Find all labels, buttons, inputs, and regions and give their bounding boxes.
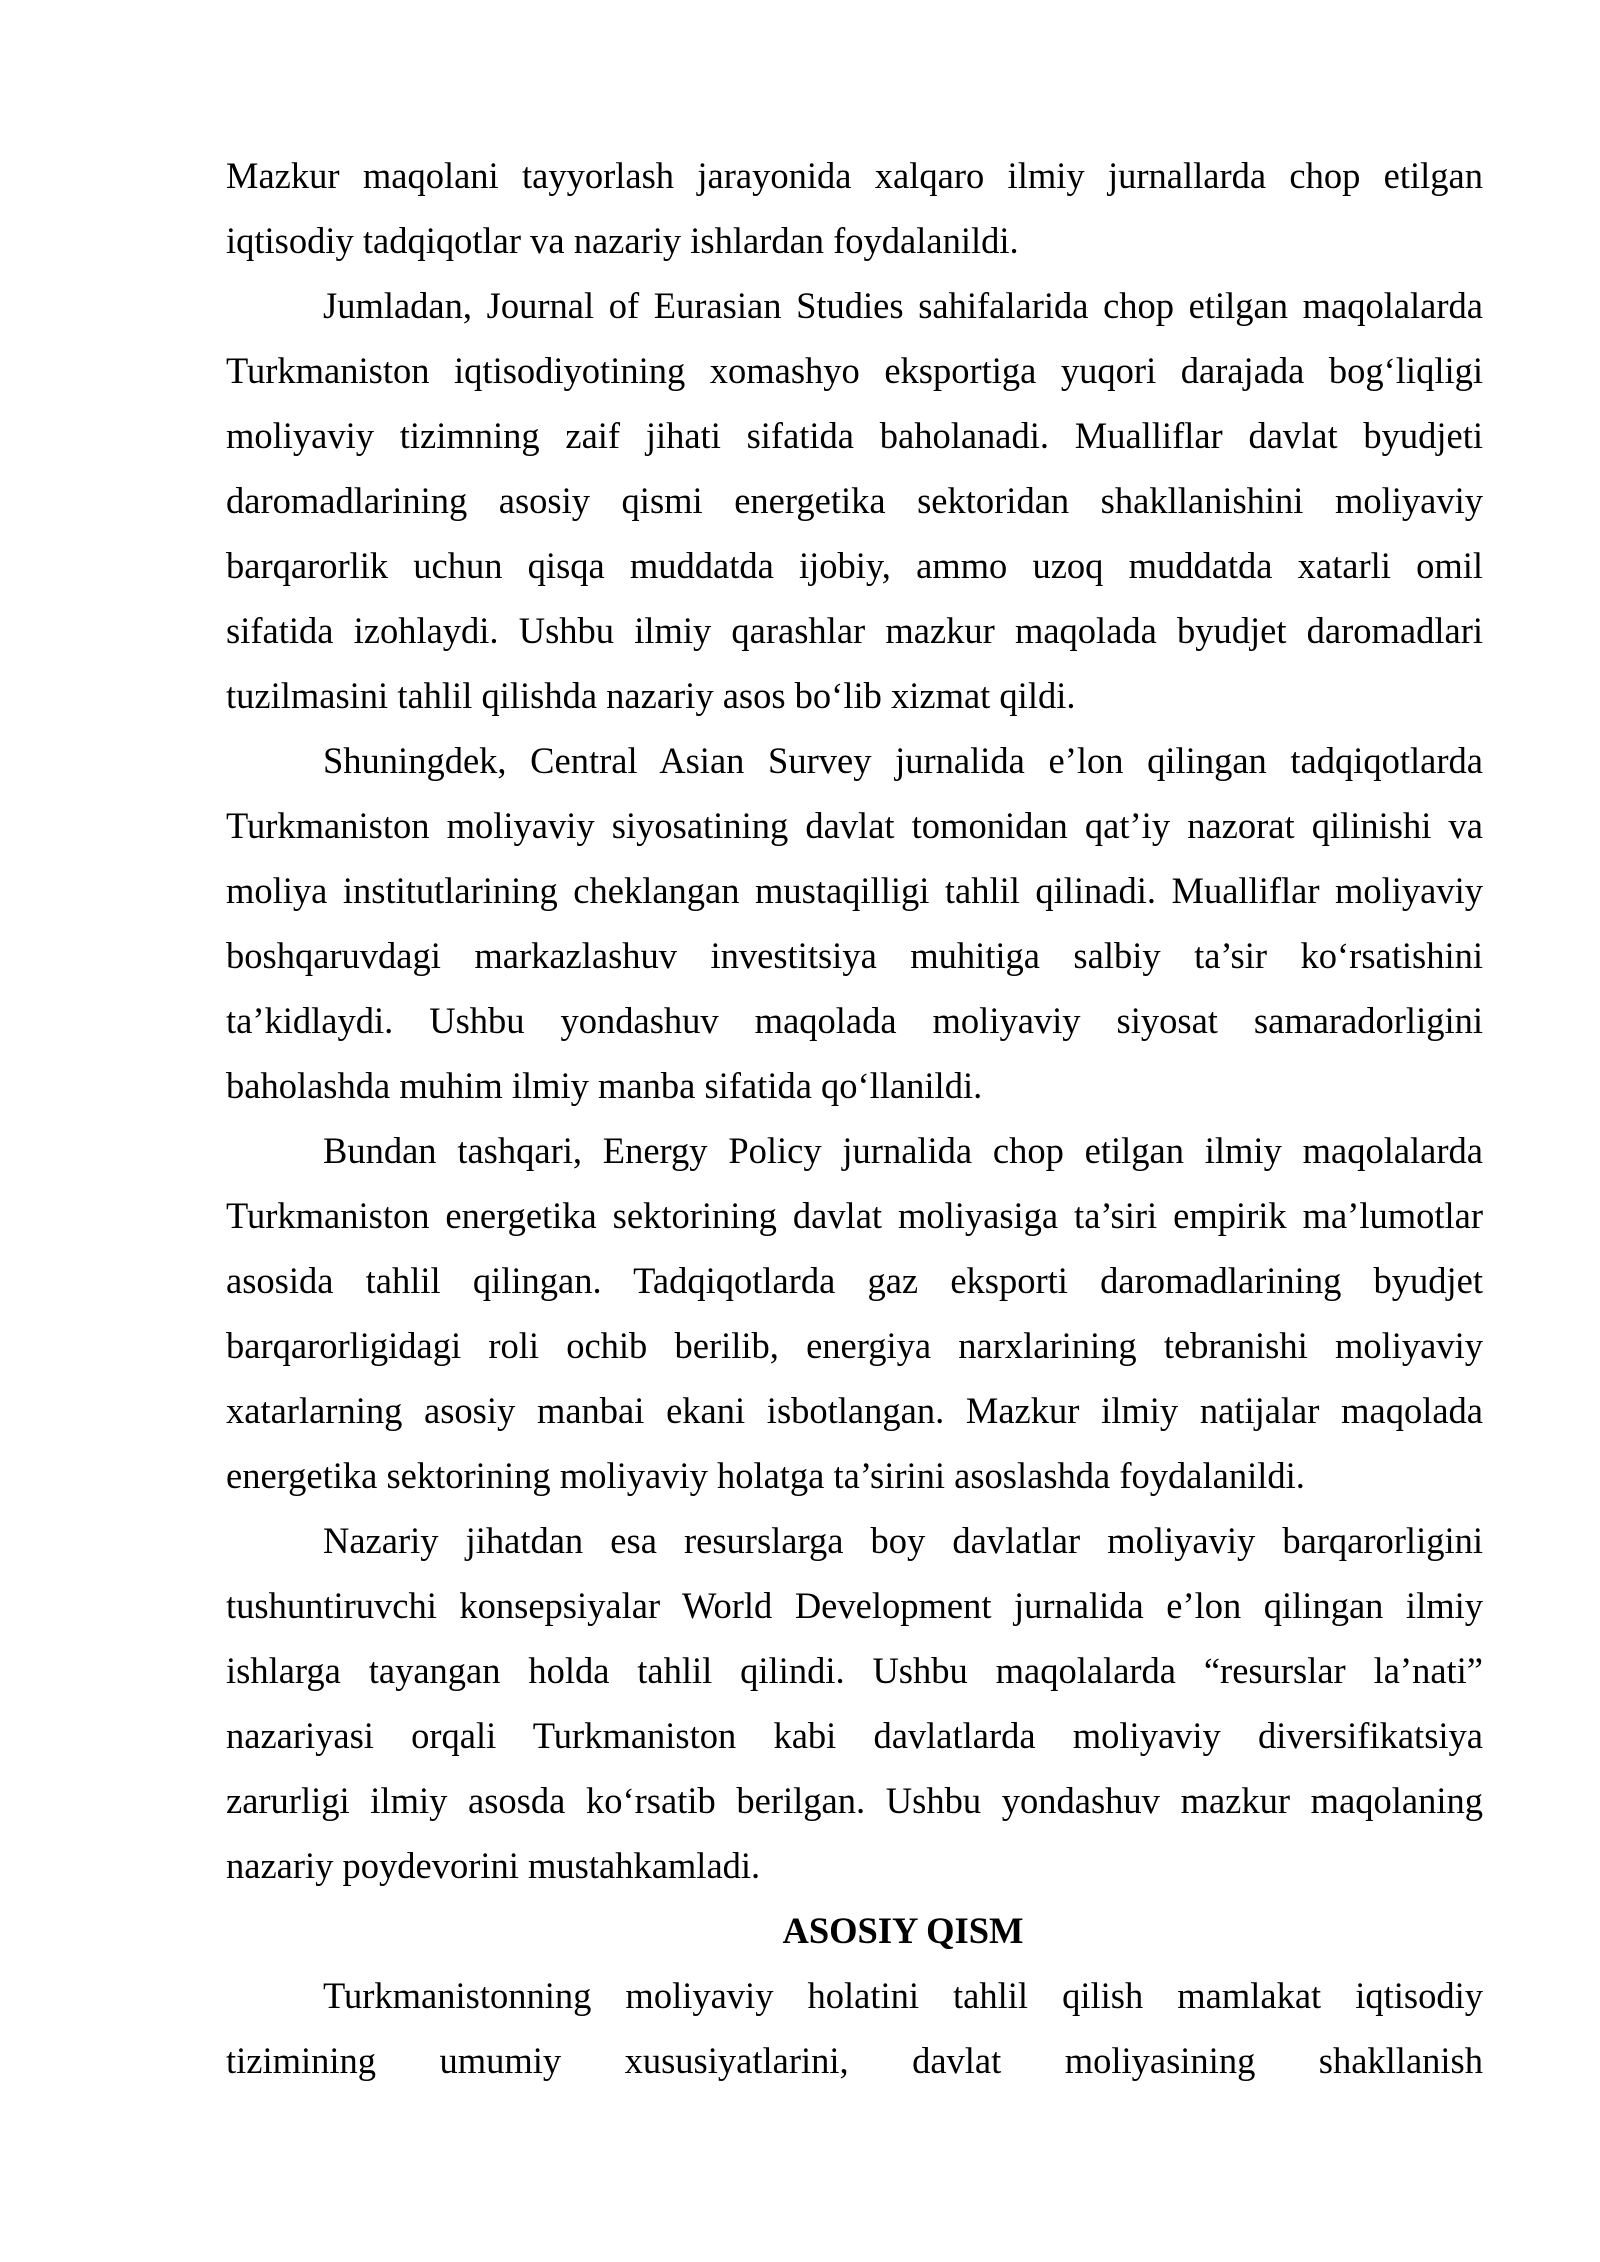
- paragraph: [226, 1963, 1483, 2093]
- text-line: daromadlarining asosiy qismi energetika sektoridan shakllanishini moliyaviy: [226, 480, 1483, 521]
- text-line: boshqaruvdagi markazlashuv investitsiya muhitiga salbiy ta’sir ko‘rsatishini: [226, 935, 1483, 976]
- text-line: Mazkur maqolani tayyorlash jarayonida xalqaro ilmiy jurnallarda chop etilgan: [226, 155, 1483, 196]
- text-line: tuzilmasini tahlil qilishda nazariy asos bo‘lib xizmat qildi.: [226, 675, 1076, 716]
- text-line: iqtisodiy tadqiqotlar va nazariy ishlardan foydalanildi.: [226, 220, 1019, 261]
- paragraph: [226, 143, 1483, 273]
- text-line: Turkmaniston iqtisodiyotining xomashyo eksportiga yuqori darajada bog‘liqligi: [226, 350, 1483, 391]
- paragraph: [226, 1508, 1483, 1898]
- text-line: xatarlarning asosiy manbai ekani isbotlangan. Mazkur ilmiy natijalar maqolada: [226, 1390, 1483, 1431]
- text-line: Shuningdek, Central Asian Survey jurnalida e’lon qilingan tadqiqotlarda: [323, 740, 1483, 781]
- text-line: Turkmaniston moliyaviy siyosatining davlat tomonidan qat’iy nazorat qilinishi va: [226, 805, 1483, 846]
- text-line: Bundan tashqari, Energy Policy jurnalida chop etilgan ilmiy maqolalarda: [323, 1130, 1483, 1171]
- text-line: sifatida izohlaydi. Ushbu ilmiy qarashlar mazkur maqolada byudjet daromadlari: [226, 610, 1483, 651]
- text-line: tizimining umumiy xususiyatlarini, davlat moliyasining shakllanish: [226, 2040, 1483, 2081]
- text-line: Turkmanistonning moliyaviy holatini tahlil qilish mamlakat iqtisodiy: [323, 1975, 1483, 2016]
- text-line: moliyaviy tizimning zaif jihati sifatida baholanadi. Mualliflar davlat byudjeti: [226, 415, 1483, 456]
- text-line: Nazariy jihatdan esa resurslarga boy davlatlar moliyaviy barqarorligini: [323, 1520, 1483, 1561]
- text-line: barqarorligidagi roli ochib berilib, energiya narxlarining tebranishi moliyaviy: [226, 1325, 1483, 1366]
- text-line: moliya institutlarining cheklangan mustaqilligi tahlil qilinadi. Mualliflar moliyaviy: [226, 870, 1483, 911]
- document-text-block: [226, 0, 1483, 2093]
- text-line: ishlarga tayangan holda tahlil qilindi. Ushbu maqolalarda “resurslar la’nati”: [226, 1650, 1483, 1691]
- text-line: energetika sektorining moliyaviy holatga ta’sirini asoslashda foydalanildi.: [226, 1455, 1305, 1496]
- text-line: barqarorlik uchun qisqa muddatda ijobiy, ammo uzoq muddatda xatarli omil: [226, 545, 1483, 586]
- section-heading: ASOSIY QISM: [782, 1910, 1024, 1951]
- text-line: nazariy poydevorini mustahkamladi.: [226, 1845, 761, 1886]
- text-line: nazariyasi orqali Turkmaniston kabi davlatlarda moliyaviy diversifikatsiya: [226, 1715, 1483, 1756]
- paragraph: [226, 273, 1483, 728]
- text-line: zarurligi ilmiy asosda ko‘rsatib berilgan. Ushbu yondashuv mazkur maqolaning: [226, 1780, 1483, 1821]
- paragraph: [226, 728, 1483, 1118]
- text-line: tushuntiruvchi konsepsiyalar World Development jurnalida e’lon qilingan ilmiy: [226, 1585, 1483, 1626]
- text-line: Turkmaniston energetika sektorining davlat moliyasiga ta’siri empirik ma’lumotlar: [226, 1195, 1483, 1236]
- text-line: asosida tahlil qilingan. Tadqiqotlarda gaz eksporti daromadlarining byudjet: [226, 1260, 1483, 1301]
- paragraph: [226, 1118, 1483, 1508]
- text-line: baholashda muhim ilmiy manba sifatida qo‘llanildi.: [226, 1065, 983, 1106]
- text-line: Jumladan, Journal of Eurasian Studies sahifalarida chop etilgan maqolalarda: [323, 285, 1483, 326]
- text-line: ta’kidlaydi. Ushbu yondashuv maqolada moliyaviy siyosat samaradorligini: [226, 1000, 1483, 1041]
